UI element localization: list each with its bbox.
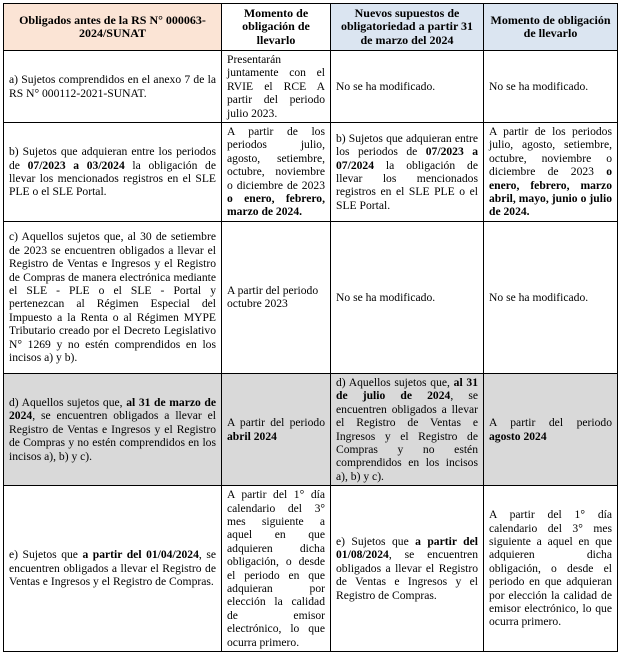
header-row: [4, 4, 618, 51]
row-d-before: d) Aquellos sujetos que, al 31 de marzo de 2024, se encuentren obligados a llevar el Registro de Ventas e Ingresos y el Registro de Compras y no estén comprendidos en los incisos a), b) y c).: [4, 373, 222, 485]
row-e-new: e) Sujetos que a partir del 01/08/2024, se encuentren obligados a llevar el Registro de Ventas e Ingresos y el Registro de Compras.: [331, 486, 484, 652]
row-c-before: c) Aquellos sujetos que, al 30 de setiembre de 2023 se encuentren obligados a llevar el Registro de Ventas e Ingresos y el Registro de Compras de manera electrónica mediante el SLE - PLE o el SLE - Portal y pertenezcan al Régimen Especial del Impuesto a la Renta o al Régimen MYPE Tributario creado por el Decreto Legislativo N° 1269 y no estén comprendidos en los incisos a) y b).: [4, 221, 222, 373]
row-a-moment: Presentarán juntamente con el RVIE el RCE A partir del periodo julio 2023.: [222, 51, 331, 123]
row-c-new: No se ha modificado.: [331, 221, 484, 373]
row-a-before: a) Sujetos comprendidos en el anexo 7 de la RS N° 000112-2021-SUNAT.: [4, 51, 222, 123]
table-row: [4, 373, 618, 485]
row-c-moment: A partir del periodo octubre 2023: [222, 221, 331, 373]
table-row: [4, 123, 618, 222]
row-b-new-moment: A partir de los periodos julio, agosto, setiembre, octubre, noviembre o diciembre de 2023 o enero, febrero, marzo abril, mayo, junio o julio de 2024.: [484, 123, 618, 222]
row-b-before: b) Sujetos que adquieran entre los periodos de 07/2023 a 03/2024 la obligación de llevar los mencionados registros en el SLE PLE o el SLE Portal.: [4, 123, 222, 222]
row-d-moment: A partir del periodo abril 2024: [222, 373, 331, 485]
table-row: [4, 486, 618, 652]
obligations-table: [3, 3, 618, 652]
row-e-before: e) Sujetos que a partir del 01/04/2024, se encuentren obligados a llevar el Registro de Ventas e Ingresos y el Registro de Compras.: [4, 486, 222, 652]
header-moment-before: Momento de obligación de llevarlo: [222, 4, 331, 51]
row-b-moment: A partir de los periodos julio, agosto, setiembre, octubre, noviembre o diciembre de 2023 o enero, febrero, marzo de 2024.: [222, 123, 331, 222]
row-e-new-moment: A partir del 1° día calendario del 3° mes siguiente a aquel en que adquieren dicha obligación, o desde el periodo en que adquieran por elección la calidad de emisor electrónico, lo que ocurra primero.: [484, 486, 618, 652]
row-c-new-moment: No se ha modificado.: [484, 221, 618, 373]
table-row: [4, 51, 618, 123]
row-b-new: b) Sujetos que adquieran entre los periodos de 07/2023 a 07/2024 la obligación de llevar los mencionados registros en el SLE PLE o el SLE Portal.: [331, 123, 484, 222]
header-before: Obligados antes de la RS N° 000063-2024/SUNAT: [4, 4, 222, 51]
row-a-new: No se ha modificado.: [331, 51, 484, 123]
row-a-new-moment: No se ha modificado.: [484, 51, 618, 123]
table-row: [4, 221, 618, 373]
row-d-new: d) Aquellos sujetos que, al 31 de julio de 2024, se encuentren obligados a llevar el Registro de Ventas e Ingresos y el Registro de Compras y no estén comprendidos en los incisos a), b) y c).: [331, 373, 484, 485]
header-new-cases: Nuevos supuestos de obligatoriedad a partir 31 de marzo del 2024: [331, 4, 484, 51]
header-moment-new: Momento de obligación de llevarlo: [484, 4, 618, 51]
row-e-moment: A partir del 1° día calendario del 3° mes siguiente a aquel en que adquieren dicha obligación, o desde el periodo en que adquieran por elección la calidad de emisor electrónico, lo que ocurra primero.: [222, 486, 331, 652]
row-d-new-moment: A partir del periodo agosto 2024: [484, 373, 618, 485]
